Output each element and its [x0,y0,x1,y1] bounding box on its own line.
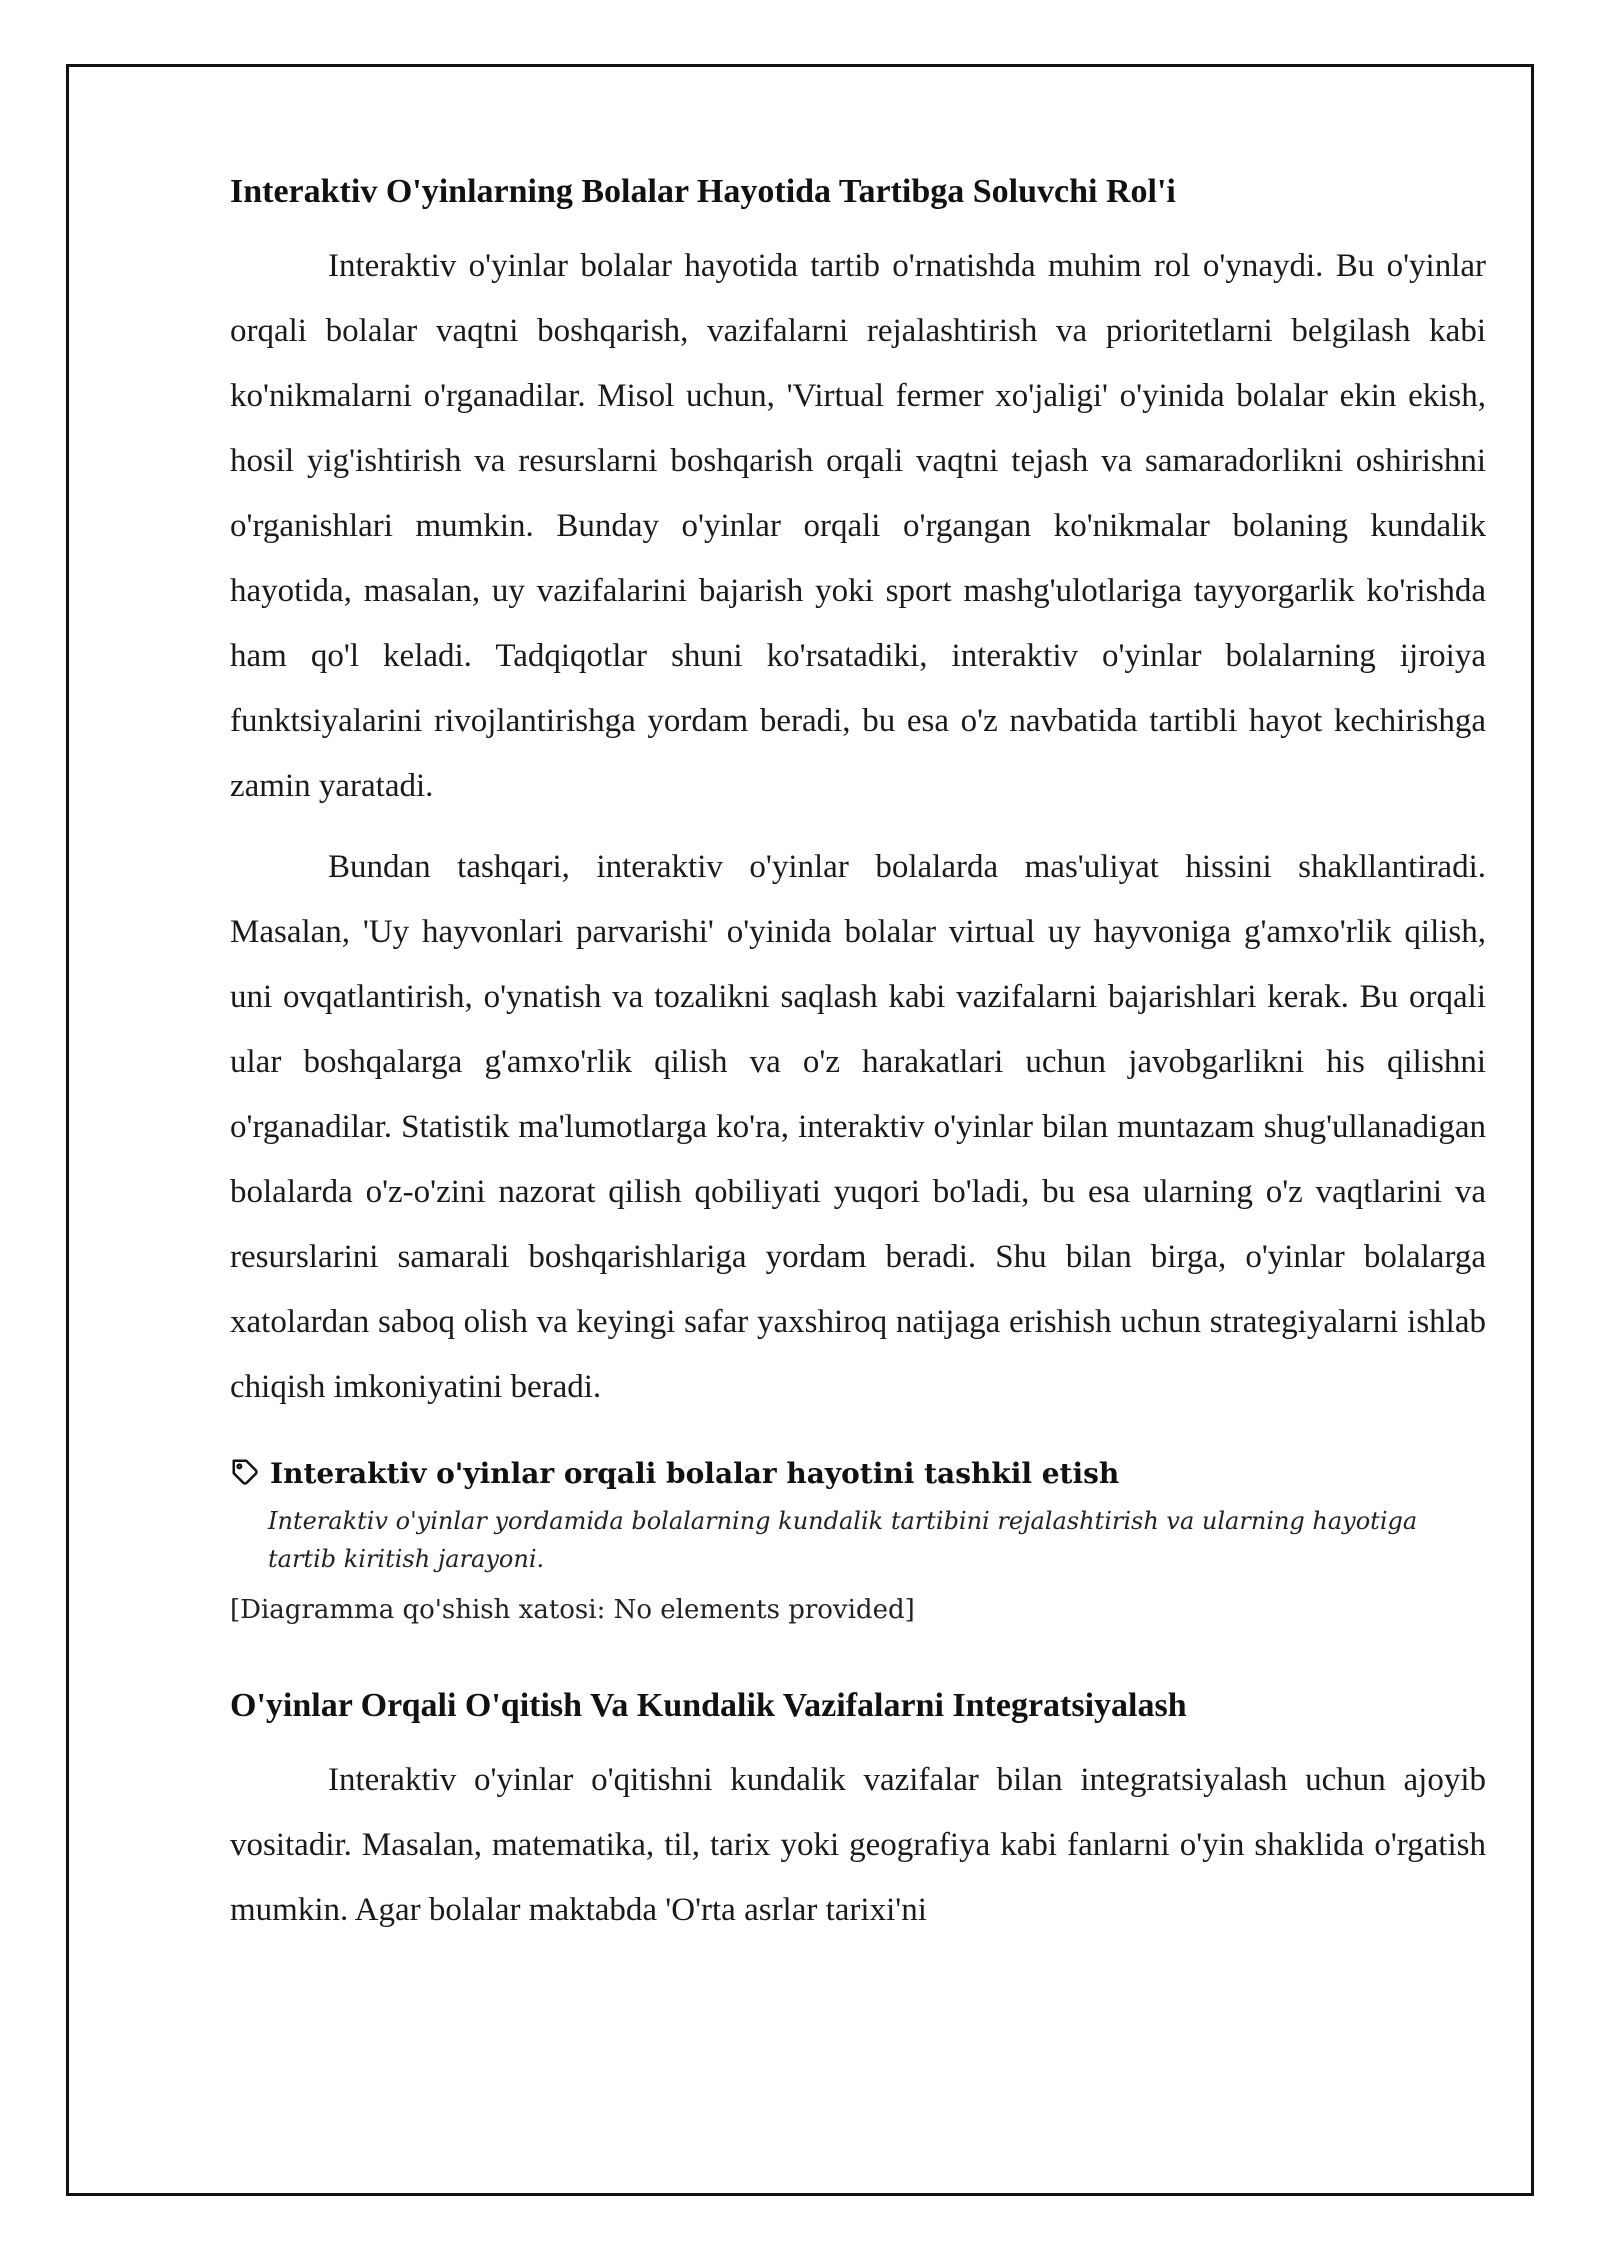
figure-caption: Interaktiv o'yinlar yordamida bolalarning kundalik tartibini rejalashtirish va ularning hayotiga tartib kiritish jarayoni. [268,1507,1418,1573]
figure-title-row [230,1454,1486,1494]
section-integration [230,1684,1486,1943]
diagram-error-message: [Diagramma qo'shish xatosi: No elements provided] [230,1595,915,1625]
section-title-integration: O'yinlar Orqali O'qitish Va Kundalik Vazifalarni Integratsiyalash [230,1687,1187,1724]
body-paragraph: Interaktiv o'yinlar o'qitishni kundalik vazifalar bilan integratsiyalash uchun ajoyib vositadir. Masalan, matematika, til, tarix yoki geografiya kabi fanlarni o'yin shaklida o'rgatish mumkin. Agar bolalar maktabda 'O'rta asrlar tarixi'ni [230,1762,1486,1928]
body-paragraph: Interaktiv o'yinlar bolalar hayotida tartib o'rnatishda muhim rol o'ynaydi. Bu o'yinlar orqali bolalar vaqtni boshqarish, vazifalarni rejalashtirish va prioritetlarni belgilash kabi ko'nikmalarni o'rganadilar. Misol uchun, 'Virtual fermer xo'jaligi' o'yinida bolalar ekin ekish, hosil yig'ishtirish va resurslarni boshqarish orqali vaqtni tejash va samaradorlikni oshirishni o'rganishlari mumkin. Bunday o'yinlar orqali o'rgangan ko'nikmalar bolaning kundalik hayotida, masalan, uy vazifalarini bajarish yoki sport mashg'ulotlariga tayyorgarlik ko'rishda ham qo'l keladi. Tadqiqotlar shuni ko'rsatadiki, interaktiv o'yinlar bolalarning ijroiya funktsiyalarini rivojlantirishga yordam beradi, bu esa o'z navbatida tartibli hayot kechirishga zamin yaratadi. [230,248,1486,804]
section-title-roles: Interaktiv O'yinlarning Bolalar Hayotida Tartibga Soluvchi Rol'i [230,173,1176,210]
figure-title: Interaktiv o'yinlar orqali bolalar hayotini tashkil etish [270,1457,1120,1490]
figure-block [230,1454,1486,1630]
section-roles [230,170,1486,1420]
body-paragraph: Bundan tashqari, interaktiv o'yinlar bolalarda mas'uliyat hissini shakllantiradi. Masalan, 'Uy hayvonlari parvarishi' o'yinida bolalar virtual uy hayvoniga g'amxo'rlik qilish, uni ovqatlantirish, o'ynatish va tozalikni saqlash kabi vazifalarni bajarishlari kerak. Bu orqali ular boshqalarga g'amxo'rlik qilish va o'z harakatlari uchun javobgarlikni his qilishni o'rganadilar. Statistik ma'lumotlarga ko'ra, interaktiv o'yinlar bilan muntazam shug'ullanadigan bolalarda o'z-o'zini nazorat qilish qobiliyati yuqori bo'ladi, bu esa ularning o'z vaqtlarini va resurslarini samarali boshqarishlariga yordam beradi. Shu bilan birga, o'yinlar bolalarga xatolardan saboq olish va keyingi safar yaxshiroq natijaga erishish uchun strategiyalarni ishlab chiqish imkoniyatini beradi. [230,849,1486,1405]
document-content [230,170,1486,1959]
tag-icon [230,1457,260,1492]
